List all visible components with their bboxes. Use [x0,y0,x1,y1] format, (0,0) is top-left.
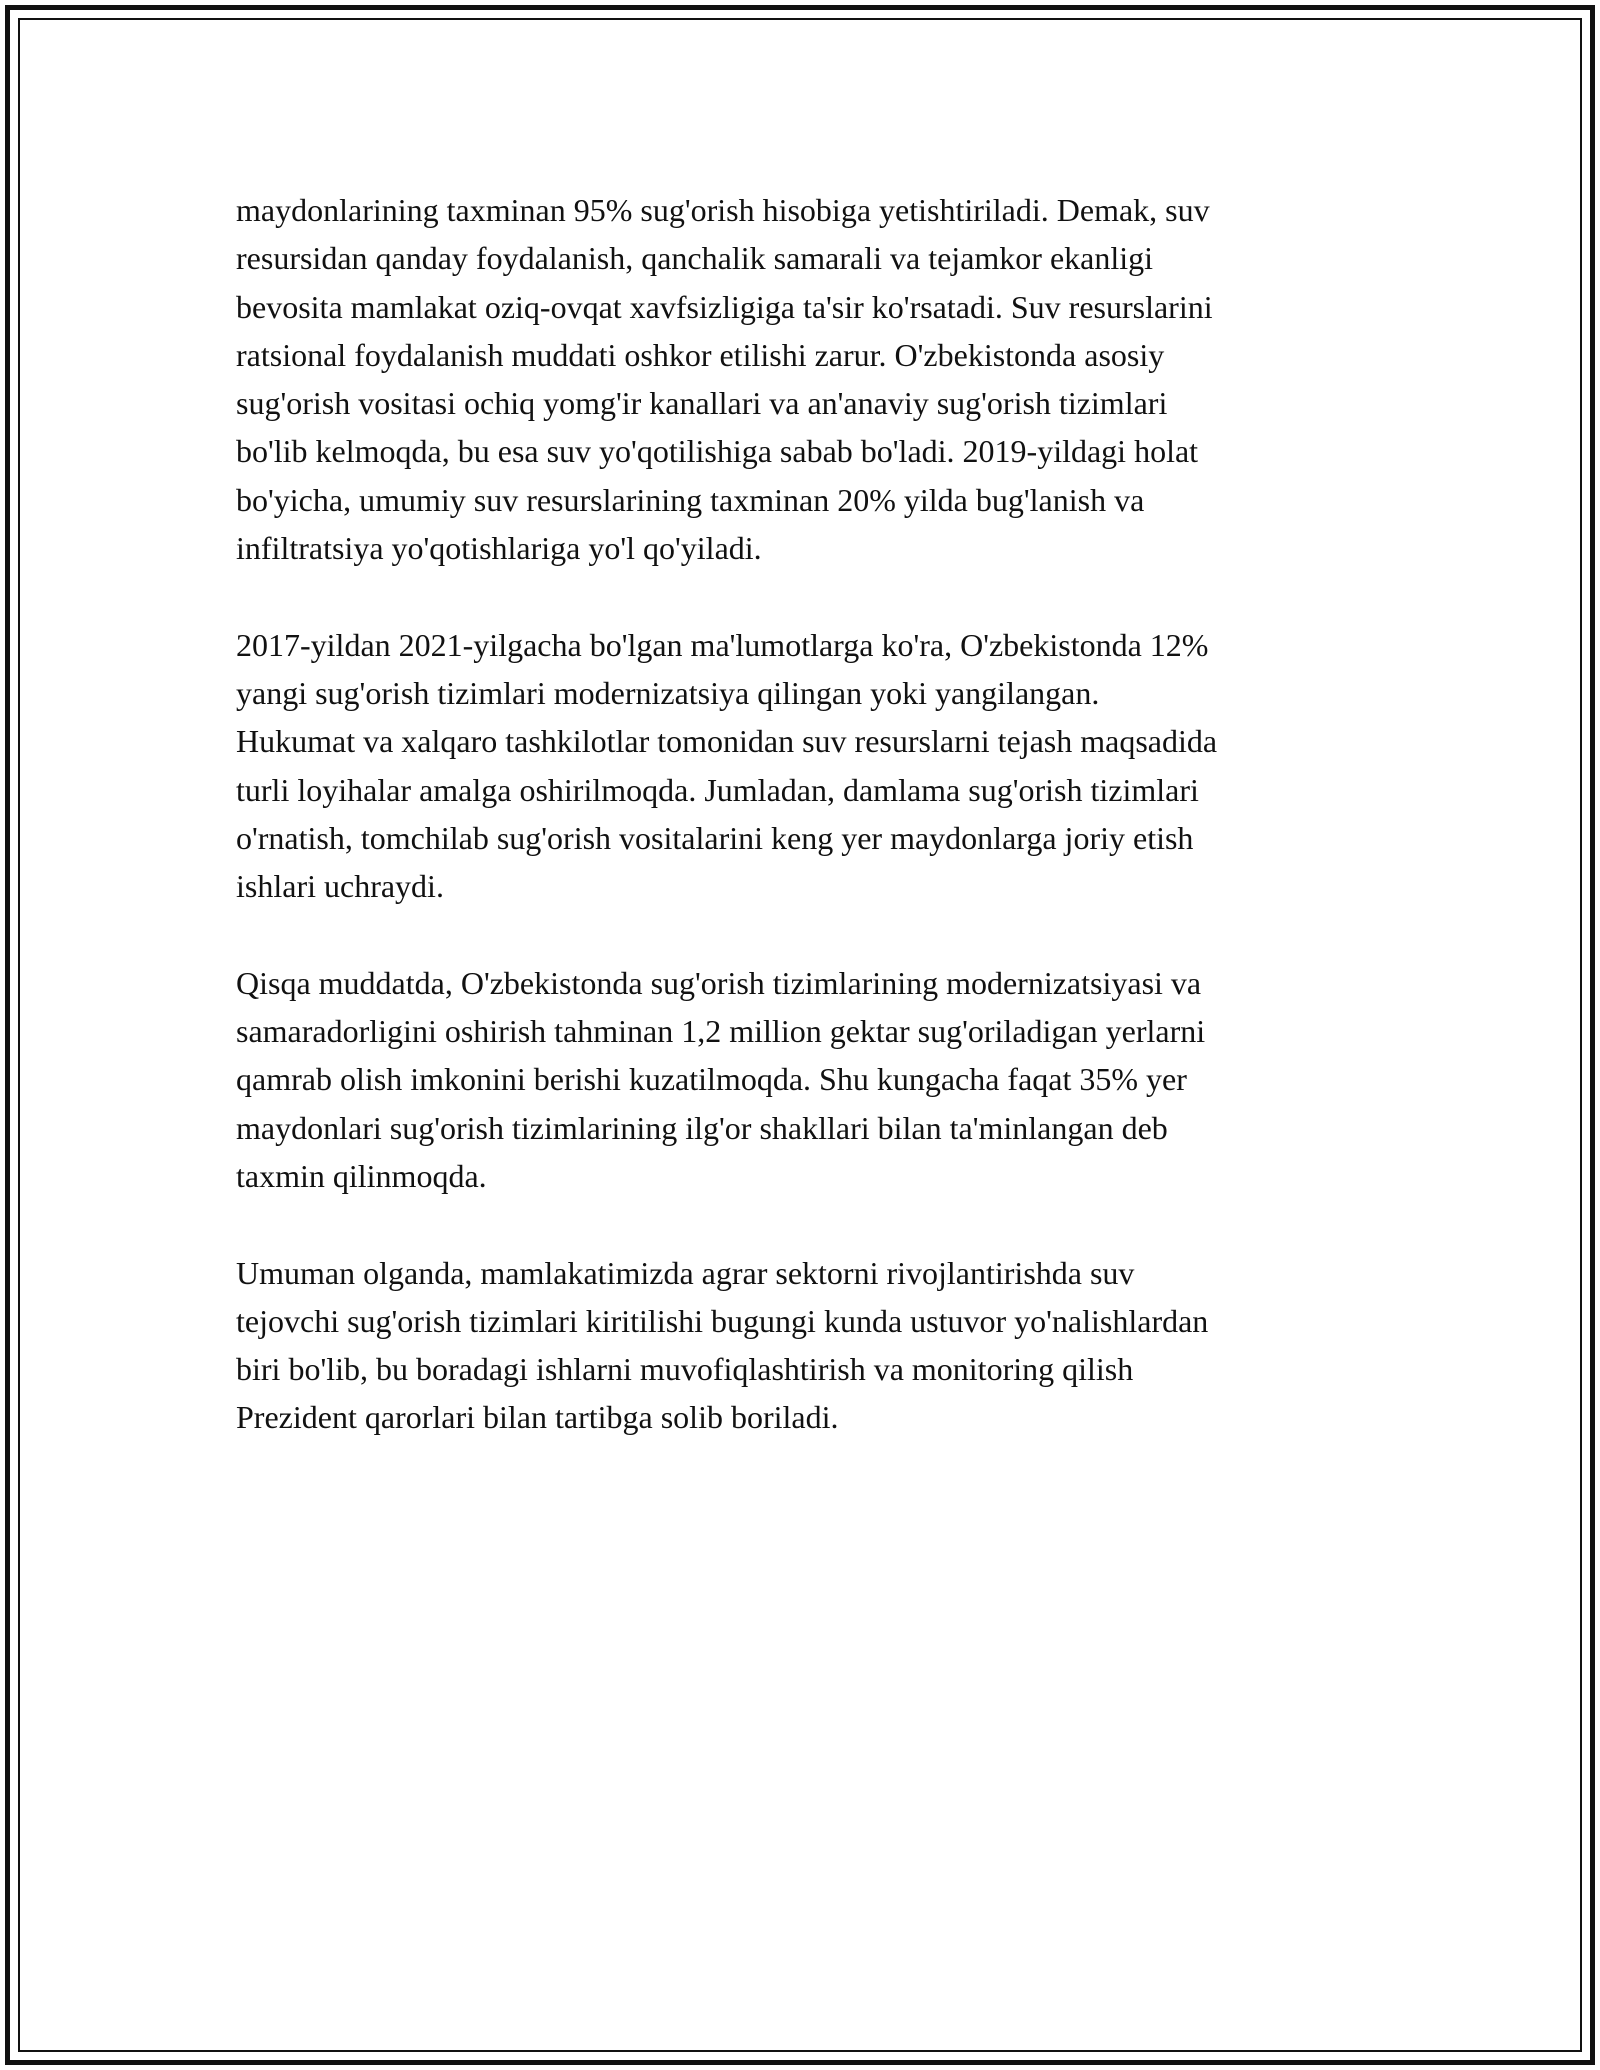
text-line: 2017-yildan 2021-yilgacha bo'lgan ma'lumotlarga ko'ra, O'zbekistonda 12% [236,626,1209,663]
document-body [236,186,1376,1442]
text-line: biri bo'lib, bu boradagi ishlarni muvofiqlashtirish va monitoring qilish [236,1351,1134,1388]
text-line: maydonlari sug'orish tizimlarining ilg'or shakllari bilan ta'minlangan deb [236,1109,1168,1146]
text-line: yangi sug'orish tizimlari modernizatsiya qilingan yoki yangilangan. [236,674,1100,711]
text-line: maydonlarining taxminan 95% sug'orish hisobiga yetishtiriladi. Demak, suv [236,192,1210,228]
text-line: o'rnatish, tomchilab sug'orish vositalarini keng yer maydonlarga joriy etish [236,819,1194,856]
text-line: turli loyihalar amalga oshirilmoqda. Jumladan, damlama sug'orish tizimlari [236,771,1199,808]
paragraph-4 [236,1249,1376,1442]
text-line: ishlari uchraydi. [236,868,444,905]
text-line: samaradorligini oshirish tahminan 1,2 million gektar sug'oriladigan yerlarni [236,1013,1206,1050]
paragraph-1 [236,186,1376,572]
text-line: infiltratsiya yo'qotishlariga yo'l qo'yiladi. [236,530,762,567]
text-line: Qisqa muddatda, O'zbekistonda sug'orish tizimlarining modernizatsiyasi va [236,964,1202,1001]
paragraph-2 [236,621,1376,911]
text-line: tejovchi sug'orish tizimlari kiritilishi bugungi kunda ustuvor yo'nalishlardan [236,1302,1209,1339]
paragraph-3 [236,959,1376,1200]
text-line: qamrab olish imkonini berishi kuzatilmoqda. Shu kungacha faqat 35% yer [236,1061,1187,1098]
text-line: bevosita mamlakat oziq-ovqat xavfsizligiga ta'sir ko'rsatadi. Suv resurslarini [236,288,1213,325]
text-line: Prezident qarorlari bilan tartibga solib boriladi. [236,1399,839,1436]
text-line: Umuman olganda, mamlakatimizda agrar sektorni rivojlantirishda suv [236,1254,1135,1291]
text-line: bo'yicha, umumiy suv resurslarining taxminan 20% yilda bug'lanish va [236,481,1145,518]
text-line: ratsional foydalanish muddati oshkor etilishi zarur. O'zbekistonda asosiy [236,336,1165,373]
text-line: bo'lib kelmoqda, bu esa suv yo'qotilishiga sabab bo'ladi. 2019-yildagi holat [236,433,1199,470]
text-line: Hukumat va xalqaro tashkilotlar tomonidan suv resurslarni tejash maqsadida [236,723,1218,760]
text-line: taxmin qilinmoqda. [236,1157,487,1194]
text-line: sug'orish vositasi ochiq yomg'ir kanallari va an'anaviy sug'orish tizimlari [236,385,1168,422]
text-line: resursidan qanday foydalanish, qanchalik samarali va tejamkor ekanligi [236,240,1154,277]
